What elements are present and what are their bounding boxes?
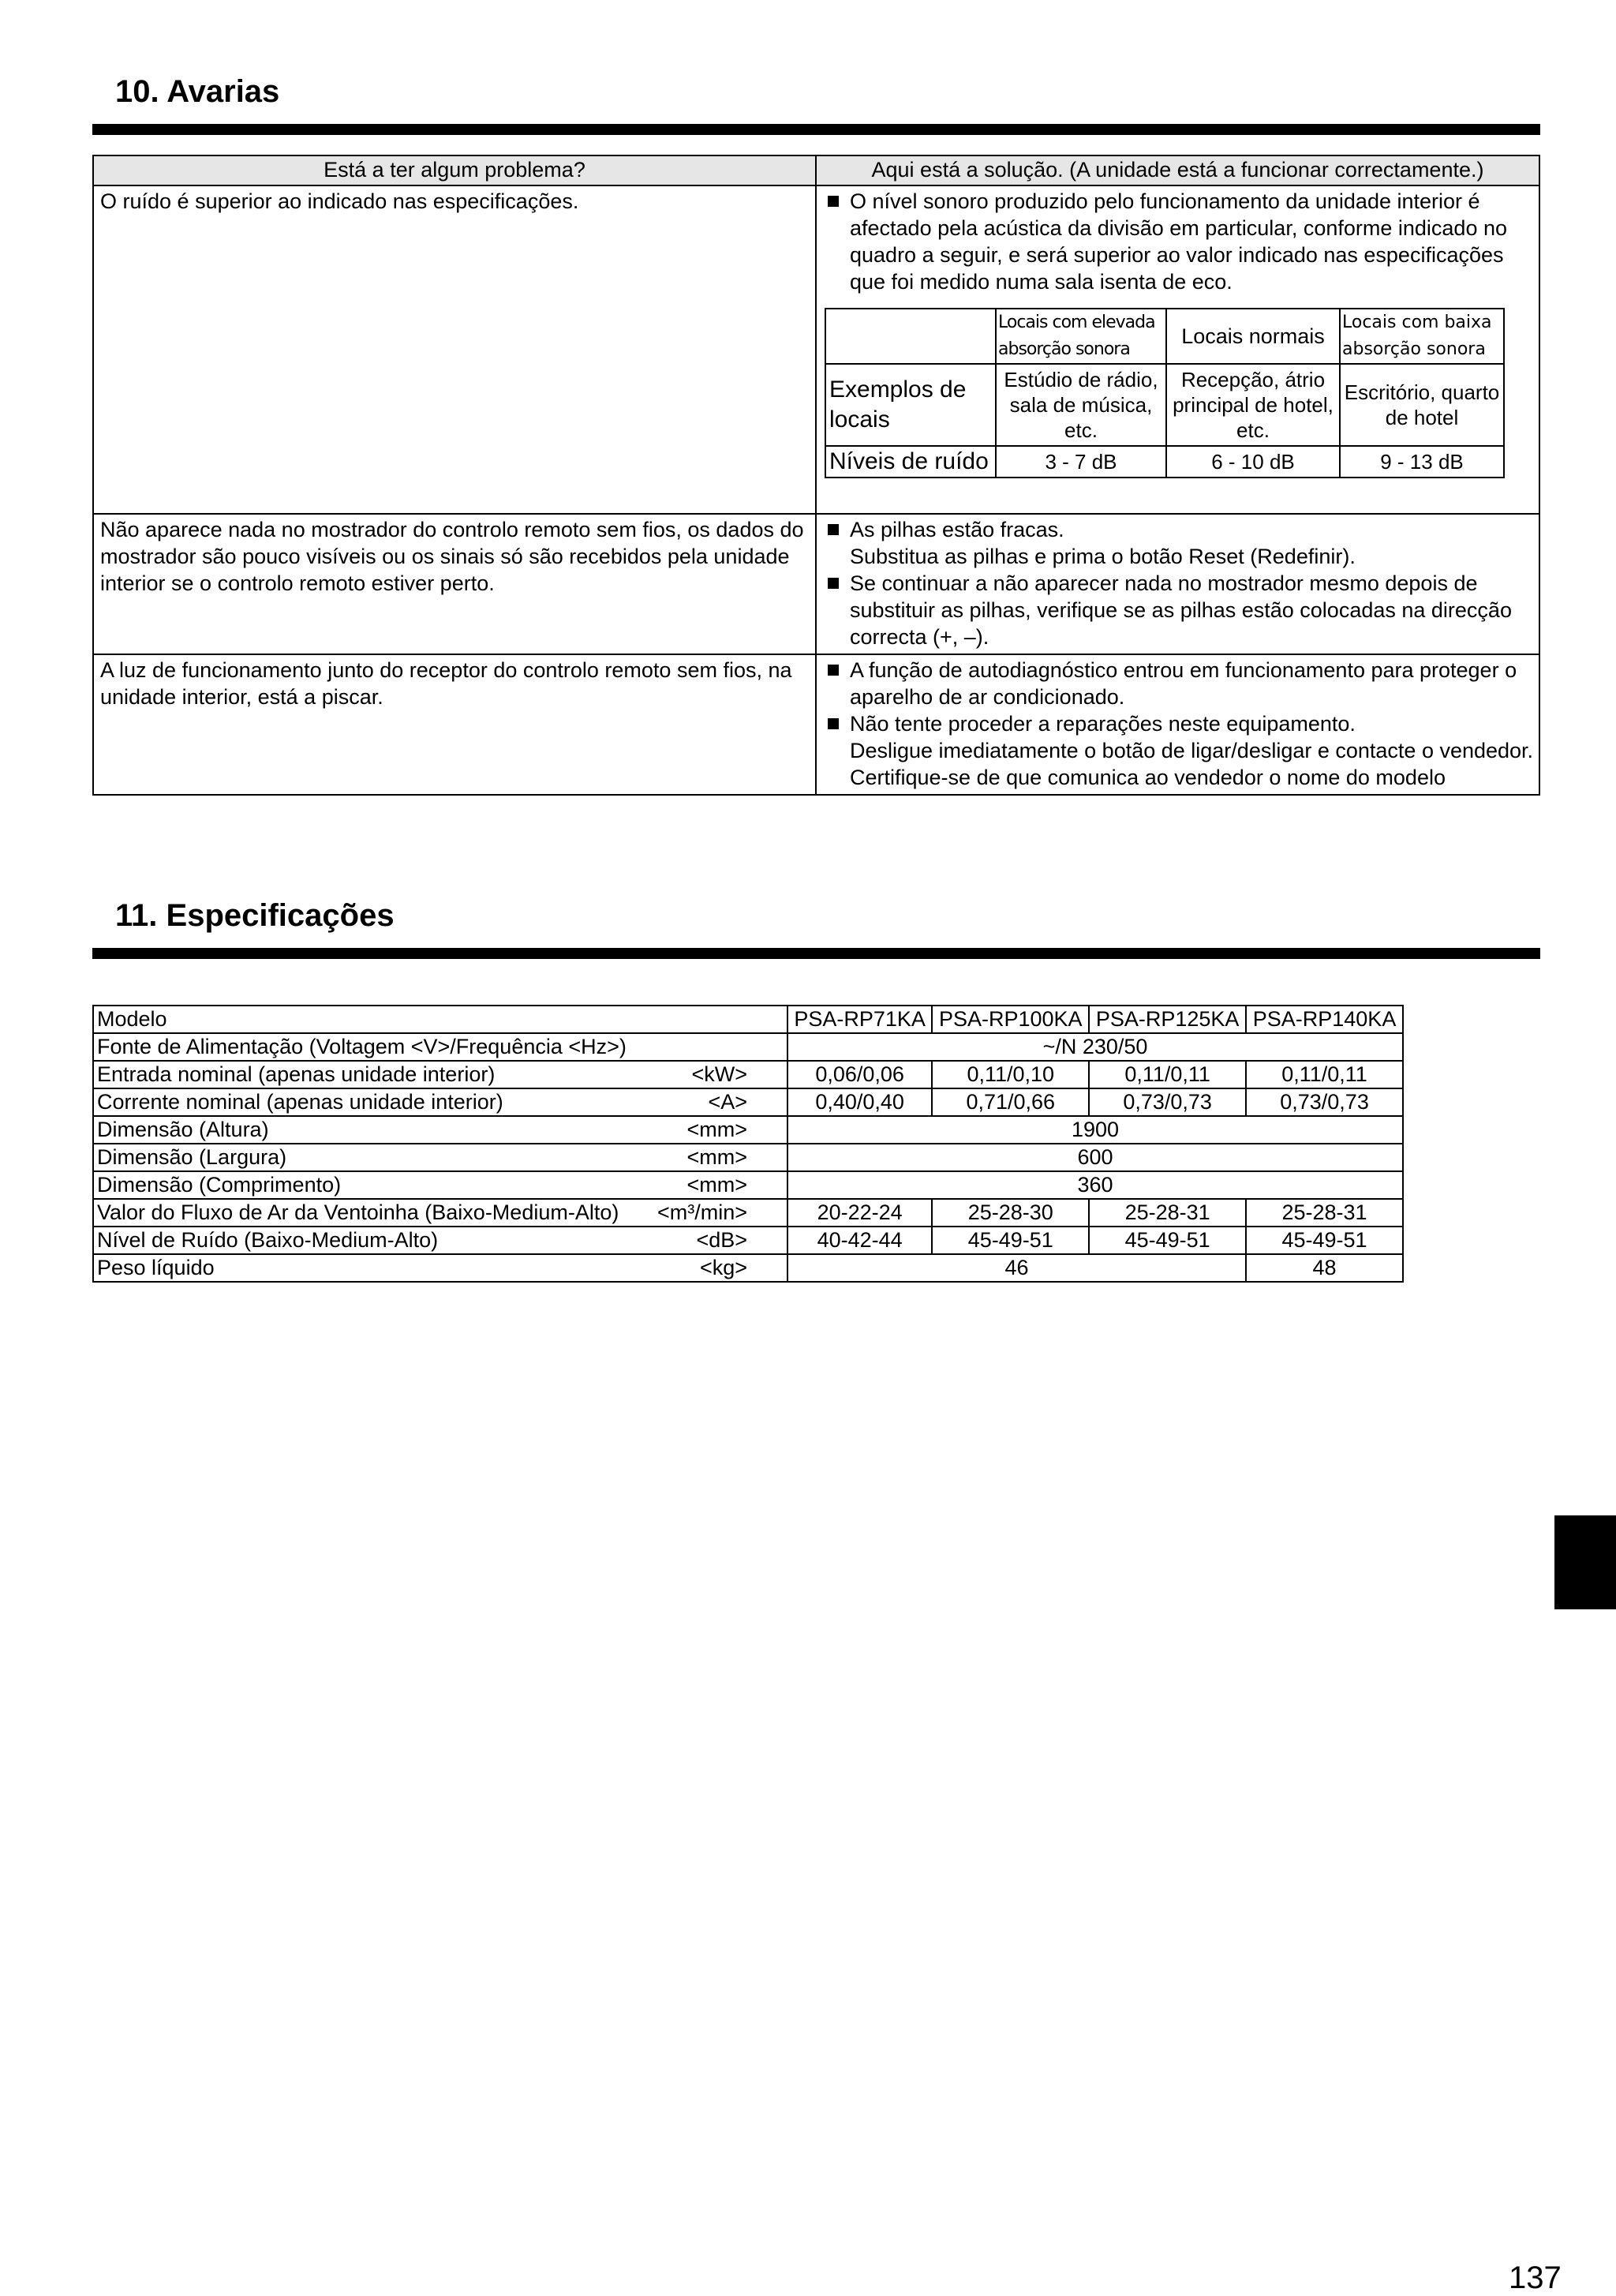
spec-value: 0,11/0,10 [932,1061,1089,1088]
noise-lvl-normal: 6 - 10 dB [1166,446,1340,478]
spec-value: 46 [787,1254,1246,1282]
spec-row-weight [93,1254,1403,1282]
spec-value: 45-49-51 [932,1227,1089,1254]
noise-examples-row [825,364,1504,446]
spec-value: ~/N 230/50 [787,1033,1403,1061]
spec-value: 25-28-30 [932,1199,1089,1227]
solution-cell [816,654,1539,795]
spec-row-depth [93,1171,1403,1199]
spec-label: Dimensão (Comprimento) [97,1173,342,1197]
spec-value: 25-28-31 [1246,1199,1403,1227]
spec-label-cell [93,1088,787,1116]
spec-unit: <kW> [691,1062,747,1086]
spec-label-cell [93,1061,787,1088]
noise-lvl-low: 9 - 13 dB [1340,446,1504,478]
noise-col-normal: Locais normais [1166,309,1340,364]
spec-model-4: PSA-RP140KA [1246,1006,1403,1033]
noise-ex-low: Escritório, quarto de hotel [1340,364,1504,446]
table-row [93,514,1539,654]
problem-cell: O ruído é superior ao indicado nas especificações. [93,185,816,514]
spec-value: 0,11/0,11 [1089,1061,1246,1088]
troubleshooting-table [92,155,1540,796]
spec-model-1: PSA-RP71KA [787,1006,932,1033]
bullet-text: Se continuar a não aparecer nada no mostrador mesmo depois de substituir as pilhas, verifique se as pilhas estão colocadas na direcção correcta (+, –). [850,571,1512,649]
section-10-title: 10. Avarias [115,74,280,109]
spec-label-cell [93,1227,787,1254]
solution-bullet [823,188,1534,295]
spec-value: 0,06/0,06 [787,1061,932,1088]
spec-value: 25-28-31 [1089,1199,1246,1227]
spec-label: Nível de Ruído (Baixo-Medium-Alto) [97,1228,439,1252]
spec-unit: <A> [708,1090,747,1114]
noise-ex-high: Estúdio de rádio, sala de música, etc. [996,364,1166,446]
bullet-square-icon [828,718,839,729]
spec-label: Corrente nominal (apenas unidade interior) [97,1090,503,1114]
spec-label: Dimensão (Largura) [97,1145,287,1169]
bullet-text: O nível sonoro produzido pelo funcionamento da unidade interior é afectado pela acústica da divisão em particular, conforme indicado no quadro a seguir, e será superior ao valor indicado nas especificações que foi medido numa sala isenta de eco. [850,189,1507,294]
spec-label: Entrada nominal (apenas unidade interior) [97,1062,496,1086]
bullet-square-icon [828,665,839,676]
bullet-square-icon [828,524,839,535]
spec-value: 0,71/0,66 [932,1088,1089,1116]
spec-unit: <mm> [686,1118,747,1141]
header-solution: Aqui está a solução. (A unidade está a funcionar correctamente.) [816,155,1539,185]
spec-value: 0,73/0,73 [1089,1088,1246,1116]
spec-label-cell [93,1144,787,1171]
solution-bullet [823,657,1534,710]
section-11-rule [92,948,1540,959]
section-11-title: 11. Especificações [115,898,395,933]
spec-label-cell [93,1254,787,1282]
solution-bullet [823,570,1534,650]
spec-row-width [93,1144,1403,1171]
bullet-text: A função de autodiagnóstico entrou em funcionamento para proteger o aparelho de ar condicionado. [850,658,1517,709]
noise-header-row [825,309,1504,364]
solution-bullet [823,710,1534,737]
spec-value: 20-22-24 [787,1199,932,1227]
spec-value: 40-42-44 [787,1227,932,1254]
table-header-row [93,155,1539,185]
noise-corner-cell [825,309,996,364]
spec-unit: <kg> [699,1256,747,1279]
spec-row-current [93,1088,1403,1116]
specifications-table [92,1005,1404,1283]
spec-row-power [93,1033,1403,1061]
spec-row-noise [93,1227,1403,1254]
spec-label-cell [93,1199,787,1227]
section-tab-marker [1554,1515,1616,1609]
spec-model-2: PSA-RP100KA [932,1006,1089,1033]
spec-value: 600 [787,1144,1403,1171]
solution-cell [816,185,1539,514]
noise-ex-normal: Recepção, átrio principal de hotel, etc. [1166,364,1340,446]
spec-label: Modelo [93,1006,787,1033]
problem-cell: Não aparece nada no mostrador do controlo remoto sem fios, os dados do mostrador são pouco visíveis ou os sinais só são recebidos pela unidade interior se o controlo remoto estiver perto. [93,514,816,654]
spec-row-model [93,1006,1403,1033]
noise-col-low: Locais com baixa absorção sonora [1340,309,1504,364]
spec-value: 45-49-51 [1246,1227,1403,1254]
spec-value: 45-49-51 [1089,1227,1246,1254]
spec-label: Valor do Fluxo de Ar da Ventoinha (Baixo-Medium-Alto) [97,1200,619,1224]
bullet-continuation: Substitua as pilhas e prima o botão Reset (Redefinir). [850,545,1356,568]
table-row [93,654,1539,795]
noise-examples-label: Exemplos de locais [825,364,996,446]
solution-bullet [823,516,1534,543]
noise-table [825,308,1505,478]
spec-label-cell [93,1116,787,1144]
spec-value: 0,73/0,73 [1246,1088,1403,1116]
spec-row-input [93,1061,1403,1088]
spec-label: Peso líquido [97,1256,215,1279]
header-problem: Está a ter algum problema? [93,155,816,185]
bullet-square-icon [828,578,839,589]
spec-model-3: PSA-RP125KA [1089,1006,1246,1033]
bullet-continuation: Desligue imediatamente o botão de ligar/desligar e contacte o vendedor. Certifique-se de que comunica ao vendedor o nome do modelo [850,739,1534,789]
spec-row-height [93,1116,1403,1144]
spec-unit: <mm> [686,1173,747,1197]
noise-col-high: Locais com elevada absorção sonora [996,309,1166,364]
noise-levels-row [825,446,1504,478]
spec-row-airflow [93,1199,1403,1227]
spec-value: 0,40/0,40 [787,1088,932,1116]
section-10-rule [92,124,1540,135]
bullet-text: As pilhas estão fracas. [850,518,1064,541]
bullet-text: Não tente proceder a reparações neste equipamento. [850,712,1356,736]
page-number: 137 [1509,2260,1562,2295]
spec-unit: <mm> [686,1145,747,1169]
bullet-square-icon [828,196,839,207]
table-row [93,185,1539,514]
solution-cell [816,514,1539,654]
spec-value: 0,11/0,11 [1246,1061,1403,1088]
noise-lvl-high: 3 - 7 dB [996,446,1166,478]
spec-value: 360 [787,1171,1403,1199]
spec-label: Dimensão (Altura) [97,1118,269,1141]
spec-unit: <m³/min> [656,1200,747,1224]
spec-value: 1900 [787,1116,1403,1144]
spec-label-cell [93,1171,787,1199]
spec-unit: <dB> [696,1228,747,1252]
noise-levels-label: Níveis de ruído [825,446,996,478]
problem-cell: A luz de funcionamento junto do receptor do controlo remoto sem fios, na unidade interior, está a piscar. [93,654,816,795]
spec-value: 48 [1246,1254,1403,1282]
spec-label: Fonte de Alimentação (Voltagem <V>/Frequência <Hz>) [93,1033,787,1061]
